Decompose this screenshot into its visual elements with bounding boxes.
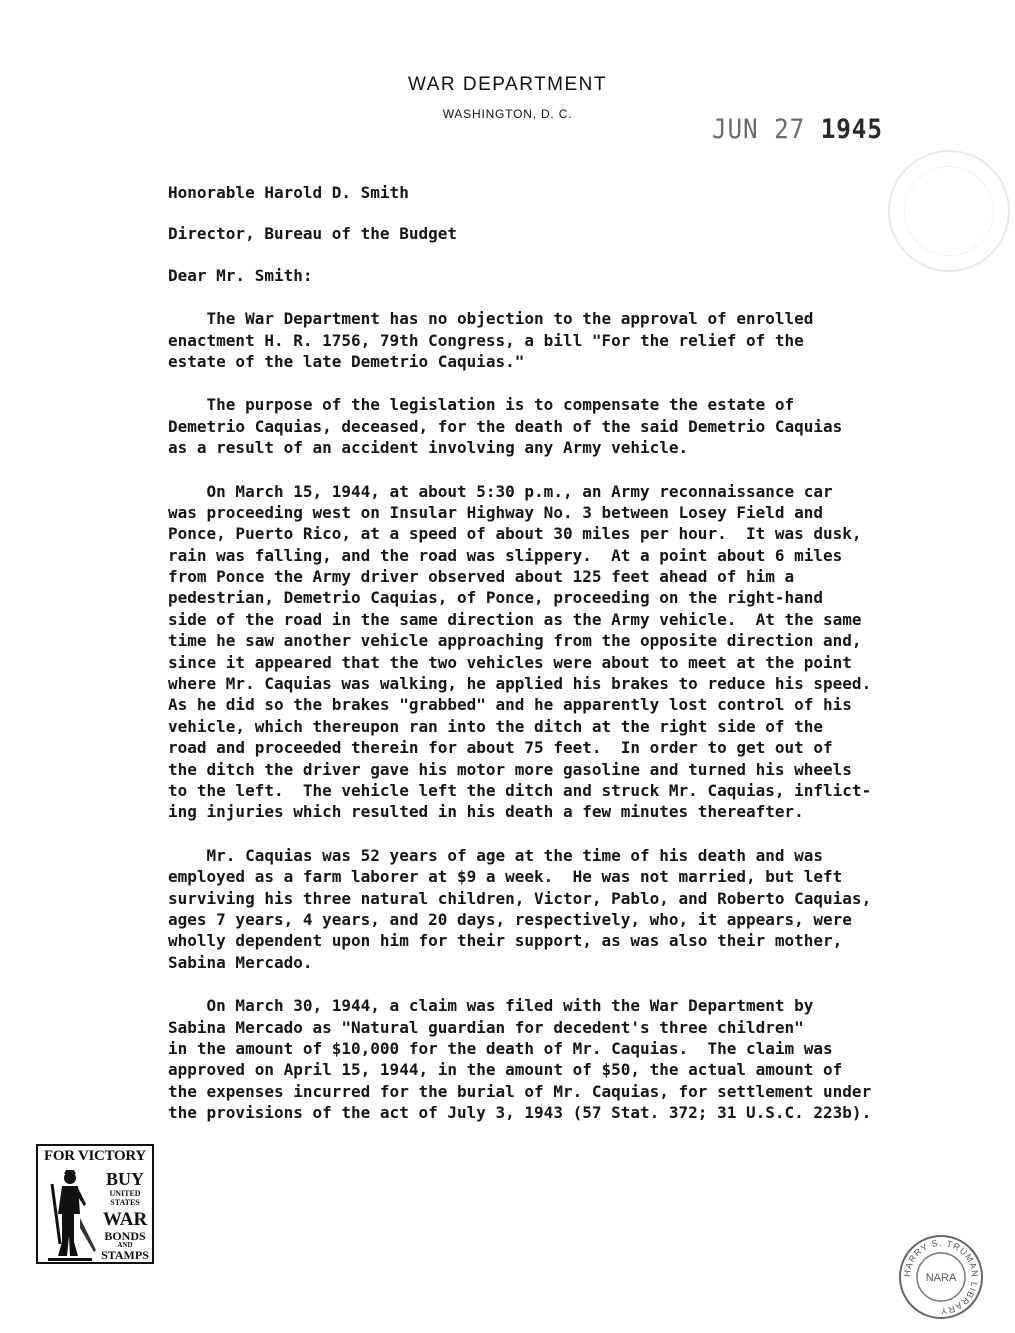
paragraph-line: the provisions of the act of July 3, 1943 (57 Stat. 372; 31 U.S.C. 223b). (168, 1103, 872, 1123)
paragraph-line: approved on April 15, 1944, in the amount of $50, the actual amount of (168, 1060, 843, 1080)
paragraph-line: time he saw another vehicle approaching from the opposite direction and, (168, 631, 862, 651)
paragraph-line: ages 7 years, 4 years, and 20 days, respectively, who, it appears, were (168, 909, 852, 929)
poster-war: WAR (102, 1209, 148, 1230)
stamp-outer-text: HARRY S. TRUMAN LIBRARY (901, 1237, 981, 1317)
paragraph-line: estate of the late Demetrio Caquias." (168, 351, 525, 371)
paragraph-line: where Mr. Caquias was walking, he applied his brakes to reduce his speed. (168, 674, 872, 694)
poster-and: AND (117, 1241, 133, 1249)
salutation: Dear Mr. Smith: (168, 265, 313, 285)
minuteman-figure-icon (42, 1164, 102, 1262)
letterhead-title: WAR DEPARTMENT (407, 74, 608, 95)
date-stamp-year: 1945 (820, 114, 883, 145)
paragraph-line: from Ponce the Army driver observed about 125 feet ahead of him a (168, 567, 795, 587)
letter-body (168, 182, 988, 1123)
addressee-name: Honorable Harold D. Smith (168, 183, 409, 202)
paragraph-line: On March 15, 1944, at about 5:30 p.m., an Army reconnaissance car (168, 481, 833, 501)
letterhead-location: WASHINGTON, D. C. (442, 107, 573, 121)
truman-library-stamp (898, 1234, 984, 1320)
paragraph-line: Sabina Mercado. (168, 952, 313, 972)
poster-bonds: BONDS (104, 1229, 146, 1243)
paragraph-line: was proceeding west on Insular Highway No. 3 between Losey Field and (168, 502, 824, 522)
paragraph-line: surviving his three natural children, Victor, Pablo, and Roberto Caquias, (168, 888, 872, 908)
paragraph-line: The War Department has no objection to the approval of enrolled (168, 309, 814, 329)
letter-paragraph (168, 308, 988, 372)
paragraph-line: side of the road in the same direction as the Army vehicle. At the same (168, 609, 862, 629)
addressee-title: Director, Bureau of the Budget (168, 224, 457, 244)
paragraph-line: Ponce, Puerto Rico, at a speed of about 30 miles per hour. It was dusk, (168, 524, 862, 544)
stamp-center-text: NARA (925, 1272, 957, 1284)
paragraph-line: to the left. The vehicle left the ditch and struck Mr. Caquias, inflict- (168, 780, 872, 800)
paragraph-line: since it appeared that the two vehicles were about to meet at the point (168, 652, 852, 672)
paragraph-line: enactment H. R. 1756, 79th Congress, a bill "For the relief of the (168, 330, 804, 350)
poster-states: STATES (110, 1198, 140, 1207)
paragraph-line: Demetrio Caquias, deceased, for the death of the said Demetrio Caquias (168, 416, 843, 436)
poster-headline: FOR VICTORY (44, 1148, 146, 1164)
poster-buy: BUY (105, 1169, 144, 1189)
paragraph-line: The purpose of the legislation is to compensate the estate of (168, 395, 795, 415)
poster-united: UNITED (109, 1189, 141, 1198)
letter-paragraph (168, 845, 988, 973)
letter-paragraph (168, 481, 988, 823)
paragraph-line: vehicle, which thereupon ran into the ditch at the right side of the (168, 716, 824, 736)
paragraph-line: ing injuries which resulted in his death a few minutes thereafter. (168, 802, 804, 822)
paragraph-line: wholly dependent upon him for their support, as was also their mother, (168, 931, 843, 951)
paragraph-line: the expenses incurred for the burial of Mr. Caquias, for settlement under (168, 1081, 872, 1101)
poster-stamps: STAMPS (101, 1248, 149, 1262)
paragraph-line: Mr. Caquias was 52 years of age at the time of his death and was (168, 845, 824, 865)
date-stamp (712, 114, 883, 145)
letter-paragraphs (168, 308, 988, 1123)
paragraph-line: as a result of an accident involving any Army vehicle. (168, 438, 689, 458)
paragraph-line: pedestrian, Demetrio Caquias, of Ponce, proceeding on the right-hand (168, 588, 824, 608)
paragraph-line: in the amount of $10,000 for the death of Mr. Caquias. The claim was (168, 1038, 833, 1058)
paragraph-line: road and proceeded therein for about 75 feet. In order to get out of (168, 738, 833, 758)
paragraph-line: the ditch the driver gave his motor more gasoline and turned his wheels (168, 759, 852, 779)
paragraph-line: On March 30, 1944, a claim was filed with the War Department by (168, 996, 814, 1016)
paragraph-line: As he did so the brakes "grabbed" and he apparently lost control of his (168, 695, 852, 715)
paragraph-line: Sabina Mercado as "Natural guardian for decedent's three children" (168, 1017, 804, 1037)
paragraph-line: employed as a farm laborer at $9 a week. He was not married, but left (168, 867, 843, 887)
letter-paragraph (168, 995, 988, 1123)
war-bonds-poster (36, 1144, 154, 1264)
letter-paragraph (168, 394, 988, 458)
paragraph-line: rain was falling, and the road was slippery. At a point about 6 miles (168, 545, 843, 565)
date-stamp-month-day: JUN 27 (712, 114, 806, 145)
